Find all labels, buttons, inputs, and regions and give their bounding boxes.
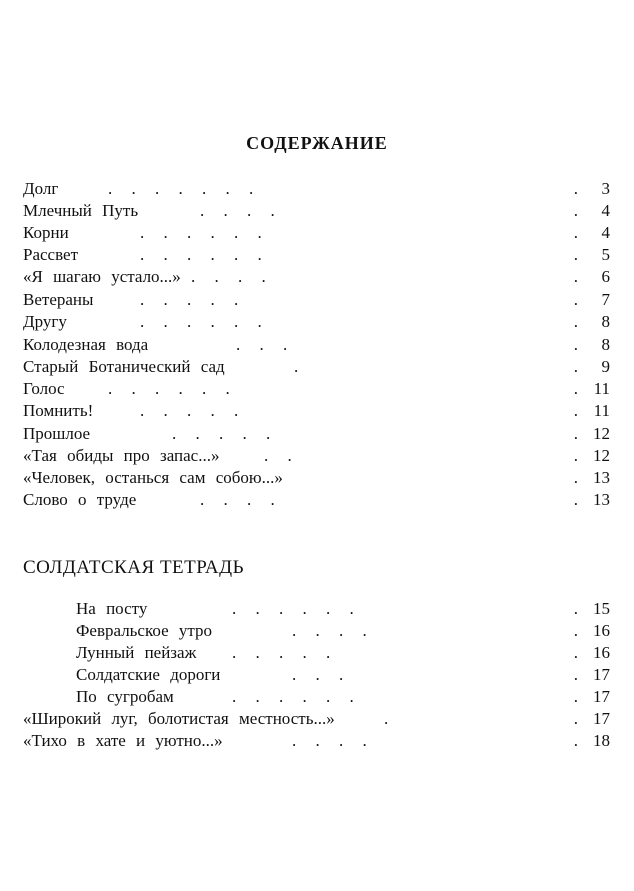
main-entry xyxy=(23,356,634,378)
main-entry-leader: . . . . xyxy=(191,267,266,286)
main-entry-page-dot: . xyxy=(573,424,578,443)
section-entry-leader: . . . . . xyxy=(232,643,331,662)
main-entry xyxy=(23,334,634,356)
section-entry-title: «Тихо в хате и уютно...» xyxy=(23,731,223,750)
main-entry-page-number: 13 xyxy=(593,468,610,487)
main-entry xyxy=(23,400,634,422)
main-entry-page-number: 7 xyxy=(601,290,610,309)
section-entry xyxy=(23,730,634,752)
main-entry-page-dot: . xyxy=(573,468,578,487)
main-entry xyxy=(23,244,634,266)
main-entry-leader: . . . . . . xyxy=(140,245,262,264)
main-entry-title: Колодезная вода xyxy=(23,335,149,354)
main-entry-page-number: 8 xyxy=(601,312,610,331)
main-entry-title: «Человек, останься сам собою...» xyxy=(23,468,283,487)
section-entry-leader: . . . xyxy=(292,665,344,684)
main-entry-page-number: 8 xyxy=(601,335,610,354)
section-entry-page-dot: . xyxy=(573,621,578,640)
section-entry-page-number: 17 xyxy=(593,687,610,706)
main-entry-page-dot: . xyxy=(573,379,578,398)
main-entry-page-number: 3 xyxy=(601,179,610,198)
main-entry-leader: . . . . xyxy=(200,201,275,220)
main-entry-page-number: 4 xyxy=(601,223,610,242)
section-entry-title: Лунный пейзаж xyxy=(76,643,197,662)
main-entry-page-number: 9 xyxy=(601,357,610,376)
main-entry-page-dot: . xyxy=(573,312,578,331)
section-entry-page-number: 16 xyxy=(593,643,610,662)
main-entry-leader: . . . . . . xyxy=(140,223,262,242)
section-entry-page-dot: . xyxy=(573,709,578,728)
section-heading: СОЛДАТСКАЯ ТЕТРАДЬ xyxy=(23,557,244,578)
main-entry-page-dot: . xyxy=(573,201,578,220)
main-entry-title: Помнить! xyxy=(23,401,94,420)
main-entry-leader: . . . . . . . xyxy=(108,179,254,198)
main-entry-title: Старый Ботанический сад xyxy=(23,357,225,376)
main-entry-page-dot: . xyxy=(573,490,578,509)
section-entry xyxy=(76,598,634,620)
main-entry-leader: . xyxy=(294,357,299,376)
section-entry-title: Солдатские дороги xyxy=(76,665,221,684)
contents-heading: СОДЕРЖАНИЕ xyxy=(246,133,388,153)
section-entry xyxy=(23,708,634,730)
main-entry xyxy=(23,311,634,333)
main-entry xyxy=(23,489,634,511)
main-entry-page-number: 11 xyxy=(593,401,610,420)
main-entry-page-dot: . xyxy=(573,267,578,286)
section-entry-page-number: 15 xyxy=(593,599,610,618)
main-entry xyxy=(23,266,634,288)
main-entry-title: Другу xyxy=(23,312,67,331)
main-entry-page-number: 13 xyxy=(593,490,610,509)
main-entry xyxy=(23,289,634,311)
section-entry-page-dot: . xyxy=(573,643,578,662)
main-entry xyxy=(23,178,634,200)
main-entry-page-dot: . xyxy=(573,245,578,264)
main-entry-title: Слово о труде xyxy=(23,490,137,509)
main-entry xyxy=(23,423,634,445)
main-entry-title: «Я шагаю устало...» xyxy=(23,267,181,286)
main-entry-page-number: 5 xyxy=(601,245,610,264)
main-entry-leader: . . . xyxy=(236,335,288,354)
main-entry-page-number: 12 xyxy=(593,446,610,465)
main-entry-title: Рассвет xyxy=(23,245,78,264)
section-entry-leader: . xyxy=(384,709,389,728)
main-entry-title: Корни xyxy=(23,223,69,242)
main-entry-page-dot: . xyxy=(573,335,578,354)
main-entry-leader: . . . . . . xyxy=(140,312,262,331)
section-entry-page-number: 17 xyxy=(593,709,610,728)
main-entry-leader: . . . . . xyxy=(140,401,239,420)
main-entry xyxy=(23,222,634,244)
main-entry-page-dot: . xyxy=(573,290,578,309)
main-entry-page-number: 12 xyxy=(593,424,610,443)
main-entry-page-dot: . xyxy=(573,446,578,465)
main-entry-leader: . . xyxy=(264,446,292,465)
section-entry-page-dot: . xyxy=(573,687,578,706)
section-entry-leader: . . . . xyxy=(292,621,367,640)
main-entry-title: «Тая обиды про запас...» xyxy=(23,446,220,465)
section-entry xyxy=(76,642,634,664)
main-entry-page-dot: . xyxy=(573,401,578,420)
section-entry xyxy=(76,620,634,642)
main-entry-page-dot: . xyxy=(573,179,578,198)
section-entry-title: На посту xyxy=(76,599,148,618)
section-entry-title: «Широкий луг, болотистая местность...» xyxy=(23,709,335,728)
main-entry-leader: . . . . . . xyxy=(108,379,230,398)
main-entry-title: Голос xyxy=(23,379,65,398)
section-entry-page-dot: . xyxy=(573,665,578,684)
main-entry-title: Прошлое xyxy=(23,424,91,443)
section-entry-page-number: 16 xyxy=(593,621,610,640)
main-entry-page-dot: . xyxy=(573,357,578,376)
main-entry-leader: . . . . . xyxy=(172,424,271,443)
section-entry-leader: . . . . xyxy=(292,731,367,750)
main-entry-page-number: 4 xyxy=(601,201,610,220)
section-entry-leader: . . . . . . xyxy=(232,687,354,706)
main-entry xyxy=(23,200,634,222)
main-entry-page-number: 6 xyxy=(601,267,610,286)
section-entry xyxy=(76,686,634,708)
main-entry-title: Ветераны xyxy=(23,290,94,309)
section-entry-title: Февральское утро xyxy=(76,621,213,640)
main-entry xyxy=(23,378,634,400)
main-entry-leader: . . . . xyxy=(200,490,275,509)
main-entry xyxy=(23,467,634,489)
main-entry xyxy=(23,445,634,467)
main-entry-title: Млечный Путь xyxy=(23,201,139,220)
section-entry-leader: . . . . . . xyxy=(232,599,354,618)
main-entry-page-number: 11 xyxy=(593,379,610,398)
main-entry-leader: . . . . . xyxy=(140,290,239,309)
section-entry-page-number: 17 xyxy=(593,665,610,684)
section-entry xyxy=(76,664,634,686)
section-entry-page-dot: . xyxy=(573,599,578,618)
main-entry-page-dot: . xyxy=(573,223,578,242)
section-entry-title: По сугробам xyxy=(76,687,174,706)
section-entry-page-dot: . xyxy=(573,731,578,750)
section-entry-page-number: 18 xyxy=(593,731,610,750)
main-entry-title: Долг xyxy=(23,179,59,198)
